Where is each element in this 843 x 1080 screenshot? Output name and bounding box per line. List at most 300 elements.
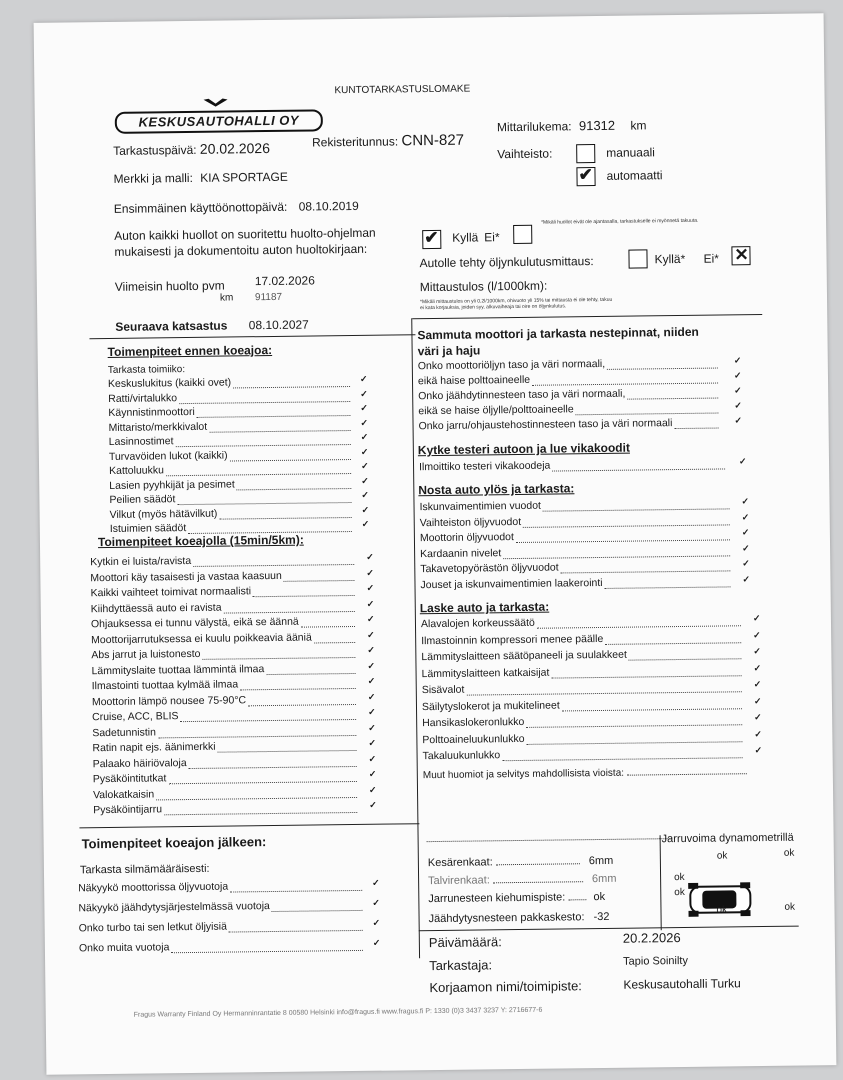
checkmark-icon: ✓ <box>753 695 762 706</box>
left-sec2-item-label: Moottori käy tasaisesti ja vastaa kaasuun <box>90 569 282 584</box>
dyn-extra1: ok <box>674 871 685 884</box>
form-title: KUNTOTARKASTUSLOMAKE <box>334 83 471 97</box>
left-sec2-dotted-line <box>253 595 355 597</box>
gearbox-label: Vaihteisto: <box>497 146 553 162</box>
notes-line <box>627 773 747 775</box>
last-service-km-label: km <box>219 292 234 304</box>
left-sec2-item <box>91 648 200 661</box>
checkmark-icon: ✓ <box>366 551 374 562</box>
left-sec2-item <box>91 631 312 646</box>
right-sec3-item-label: Kardaanin nivelet <box>420 546 502 560</box>
reg-label: Rekisteritunnus: <box>311 134 399 150</box>
first-reg-value: 08.10.2019 <box>298 198 359 214</box>
divider-sign <box>419 926 799 932</box>
left-sec1-item <box>108 420 207 433</box>
oil-note-line2: ei kata korjauksia, joiden syy, alkuvaiheaja tai oire on öljynkulutus. <box>420 303 567 312</box>
left-sec1-item <box>110 522 187 535</box>
oil-note <box>420 297 612 311</box>
oil-test-yes-label: Kyllä* <box>654 251 686 267</box>
right-sec2-item-label: Ilmoittiko testeri vikakoodeja <box>418 459 551 474</box>
left-sec2-item-label: Moottorin lämpö nousee 75-90°C <box>91 693 247 708</box>
checkmark-icon: ✓ <box>360 402 368 413</box>
summer-tyres-value: 6mm <box>588 854 614 868</box>
last-service-km: 91187 <box>254 291 283 304</box>
left-sec1-item-label: Vilkut (myös hätävilkut) <box>109 507 218 521</box>
next-inspection-label: Seuraava katsastus <box>115 318 228 334</box>
checkmark-icon: ✓ <box>752 613 761 624</box>
checkmark-icon: ✓ <box>359 373 368 384</box>
oil-test-yes-checkbox[interactable] <box>628 249 647 268</box>
left-sec1-dotted-line <box>177 502 351 505</box>
dyn-divider <box>660 835 663 930</box>
checkmark-icon: ✓ <box>366 598 375 609</box>
dyn-rl: ok <box>716 904 728 916</box>
checkmark-icon: ✓ <box>367 706 376 717</box>
winter-tyres-row <box>428 873 616 887</box>
checkmark-icon: ✓ <box>368 753 377 764</box>
right-sec4-item-label: Lämmityslaitteen säätöpaneeli ja suulakkeet <box>421 648 627 664</box>
cross-mark-icon: ✕ <box>734 245 749 265</box>
checkmark-icon: ✓ <box>754 712 762 723</box>
checkmark-icon: ✓ <box>754 728 762 739</box>
brake-boil-label: Jarrunesteen kiehumispiste: <box>428 891 566 906</box>
checkmark-icon: ✓ <box>366 613 375 624</box>
left-sec1-item <box>108 376 231 390</box>
logo-text: KESKUSAUTOHALLI OY <box>115 109 323 134</box>
winter-tyres-value: 6mm <box>591 872 617 886</box>
right-sec3-item-label: Moottorin öljyvuodot <box>419 531 514 545</box>
dyn-title: Jarruvoima dynamometrillä <box>661 831 794 846</box>
right-sec2-dotted-line <box>552 468 725 471</box>
left-sec3-item <box>79 921 227 935</box>
checkmark-icon: ✓ <box>360 388 368 399</box>
left-sec2-item <box>91 585 252 599</box>
right-sec4-item <box>423 749 501 762</box>
left-sec2-dotted-line <box>158 734 356 737</box>
service-note: *Mikäli huollot eivät ole ajantasalla, tarkastukselle ei myönnetä takuuta. <box>541 217 699 226</box>
left-sec2-item <box>92 726 156 739</box>
right-sec1-item <box>418 374 530 387</box>
right-sec4-item <box>422 732 524 745</box>
measure-top-line <box>427 838 672 842</box>
first-reg-label: Ensimmäinen käyttöönottopäivä: <box>113 199 288 216</box>
right-sec4-item <box>421 617 535 630</box>
right-sec4-item <box>422 666 550 680</box>
summer-tyres-label: Kesärenkaat: <box>427 856 493 870</box>
left-sec3-item <box>78 881 228 895</box>
right-sec1-dotted-line <box>627 398 718 400</box>
left-sec2-dotted-line <box>169 781 357 784</box>
divider-right-top <box>412 314 762 320</box>
last-service-date: 17.02.2026 <box>254 273 315 289</box>
right-sec3-dotted-line <box>543 508 730 511</box>
left-sec1-dotted-line <box>176 444 351 447</box>
oil-result-label: Mittaustulos (l/1000km): <box>419 278 548 295</box>
shop-label: Korjaamon nimi/toimipiste: <box>429 978 582 996</box>
left-sec3-item-label: Onko turbo tai sen letkut öljyisiä <box>78 920 227 935</box>
make-label: Merkki ja malli: <box>113 170 193 186</box>
checkmark-icon: ✓ <box>753 662 762 673</box>
right-sec3-item-label: Vaihteiston öljyvuodot <box>419 515 522 529</box>
right-sec3-dotted-line <box>516 539 730 543</box>
left-sec2-item-label: Abs jarrut ja luistonesto <box>91 647 201 662</box>
checkmark-icon: ✓ <box>366 582 375 593</box>
left-sec1-item-label: Käynnistinmoottori <box>108 405 195 419</box>
left-sec1-item <box>108 392 177 405</box>
left-sec1-item <box>109 464 164 477</box>
right-sec1-item-label: eikä se haise öljylle/polttoaineelle <box>418 403 574 418</box>
left-sec2-dotted-line <box>202 657 355 660</box>
right-sec4-item-label: Alavalojen korkeussäätö <box>420 616 535 631</box>
left-sec2-item <box>93 772 167 785</box>
left-sec2-item <box>92 694 246 708</box>
left-sec3-dotted-line <box>229 930 363 933</box>
left-sec2-dotted-line <box>283 579 354 581</box>
left-sec2-item-label: Pysäköintijarru <box>93 803 163 817</box>
oil-test-label: Autolle tehty öljynkulutusmittaus: <box>419 254 594 271</box>
left-sec1-item-label: Ratti/virtalukko <box>108 391 178 405</box>
summer-tyres-dots <box>496 863 580 865</box>
antifreeze-value: -32 <box>593 910 610 924</box>
next-inspection-value: 08.10.2027 <box>248 317 309 333</box>
left-sec1-dotted-line <box>220 517 352 520</box>
right-sec4-item <box>422 699 560 713</box>
left-sec1-dotted-line <box>166 473 351 476</box>
checkmark-icon: ✓ <box>734 415 743 426</box>
left-sec2-item <box>91 663 264 677</box>
left-sec1-item <box>110 507 218 520</box>
checkmark-icon: ✓ <box>368 784 377 795</box>
inspector-label: Tarkastaja: <box>429 957 493 974</box>
make-row <box>113 170 287 186</box>
checkmark-icon: ✓ <box>734 385 742 396</box>
oil-test-no-checkbox[interactable] <box>731 246 750 265</box>
left-sec1-item-label: Mittaristo/merkkivalot <box>108 420 208 434</box>
inspection-date-row <box>113 140 270 158</box>
left-sec1-dotted-line <box>179 401 350 404</box>
left-sec1-item <box>108 406 195 419</box>
checkmark-icon: ✓ <box>368 737 377 748</box>
left-sec2-item <box>93 803 162 816</box>
dyn-extra2: ok <box>674 886 685 899</box>
left-sec2-item <box>92 741 215 755</box>
right-sec4-item-label: Ilmastoinnin kompressori menee päälle <box>421 632 604 647</box>
right-sec4-item <box>421 649 627 664</box>
odometer-label: Mittarilukema: <box>496 119 572 135</box>
left-sec2-dotted-line <box>314 641 355 643</box>
left-sec3-item-label: Onko muita vuotoja <box>78 941 170 955</box>
checkmark-icon: ✔ <box>578 165 593 185</box>
left-sec2-item <box>90 569 282 583</box>
left-sec2-item-label: Moottorijarrutuksessa ei kuulu poikkeavia ääniä <box>91 631 312 646</box>
right-sec3-item <box>420 576 602 590</box>
checkmark-icon: ✓ <box>360 431 369 442</box>
checkmark-icon: ✓ <box>367 675 376 686</box>
inspection-date-value: 20.02.2026 <box>199 139 271 157</box>
gearbox-manual-checkbox[interactable] <box>576 144 595 163</box>
left-sec1-item-label: Lasinnostimet <box>108 435 174 448</box>
left-sec2-item <box>90 555 191 568</box>
left-sec1-item <box>109 435 174 448</box>
right-sec3-item <box>420 561 558 575</box>
checkmark-icon: ✓ <box>372 897 380 908</box>
service-question-line1: Auton kaikki huollot on suoritettu huolto-ohjelman <box>114 225 376 243</box>
checkmark-icon: ✔ <box>424 227 439 248</box>
left-sec2-item <box>93 757 187 770</box>
checkmark-icon: ✓ <box>367 660 376 671</box>
left-sec1-item-label: Peilien säädöt <box>109 493 176 506</box>
gearbox-automatic-checkbox[interactable] <box>576 167 595 186</box>
checkmark-icon: ✓ <box>372 877 380 888</box>
checkmark-icon: ✓ <box>360 446 369 457</box>
left-sec2-dotted-line <box>248 703 356 705</box>
right-sec2-title: Kytke testeri autoon ja lue vikakoodit <box>417 440 630 458</box>
checkmark-icon: ✓ <box>369 799 377 810</box>
right-sec3-item-label: Takavetopyörästön öljyvuodot <box>420 561 559 576</box>
left-sec2-item-label: Valokatkaisin <box>92 787 155 801</box>
checkmark-icon: ✓ <box>361 475 369 486</box>
inspector-value: Tapio Soinilty <box>623 954 689 968</box>
right-sec4-item <box>422 684 465 697</box>
left-sec2-title: Toimenpiteet koeajolla (15min/5km): <box>97 532 304 550</box>
checkmark-icon: ✓ <box>738 456 747 467</box>
left-sec1-dotted-line <box>230 459 351 461</box>
left-sec2-item-label: Kytkin ei luista/ravista <box>90 554 192 569</box>
service-yes-label: Kyllä <box>452 230 479 245</box>
right-sec4-dotted-line <box>537 625 741 628</box>
right-sec4-dotted-line <box>562 708 742 711</box>
left-sec3-dotted-line <box>171 950 363 953</box>
left-sec2-item <box>91 601 222 615</box>
left-sec2-item-label: Pysäköintitutkat <box>92 772 167 786</box>
left-sec2-dotted-line <box>189 765 357 768</box>
gearbox-automatic-label: automaatti <box>606 168 663 183</box>
right-sec3-item-label: Jouset ja iskunvaimentimien laakerointi <box>420 576 603 591</box>
right-sec1-item-label: eikä haise polttoaineelle <box>417 373 531 388</box>
right-sec4-item <box>421 632 603 646</box>
checkmark-icon: ✓ <box>367 629 375 640</box>
right-sec3-dotted-line <box>560 570 730 573</box>
left-sec1-dotted-line <box>196 415 350 418</box>
left-sec2-dotted-line <box>156 796 357 799</box>
antifreeze-label: Jäähdytysnesteen pakkaskesto: <box>428 911 585 926</box>
inspection-form-paper <box>34 13 837 1075</box>
right-sec4-dotted-line <box>503 757 743 761</box>
left-sec2-dotted-line <box>218 750 357 753</box>
summer-tyres-row <box>428 855 614 869</box>
left-sec2-dotted-line <box>180 719 356 722</box>
checkmark-icon: ✓ <box>361 504 370 515</box>
winter-tyres-dots <box>493 881 583 883</box>
left-sec1-item-label: Turvavöiden lukot (kaikki) <box>108 449 228 463</box>
left-sec2-item <box>91 616 299 631</box>
reg-row <box>312 132 464 151</box>
right-sec1-dotted-line <box>575 413 718 416</box>
service-no-checkbox[interactable] <box>513 225 532 244</box>
right-sec1-item <box>418 358 605 372</box>
left-sec1-item <box>109 449 228 462</box>
left-sec3-subtitle: Tarkasta silmämääräisesti: <box>79 862 210 877</box>
left-sec2-item-label: Ratin napit ejs. äänimerkki <box>92 740 216 755</box>
checkmark-icon: ✓ <box>754 745 763 756</box>
right-sec3-item <box>420 547 501 560</box>
checkmark-icon: ✓ <box>361 518 370 529</box>
dyn-fr: ok <box>783 847 795 859</box>
shop-value: Keskusautohalli Turku <box>623 976 741 992</box>
left-sec1-title: Toimenpiteet ennen koeajoa: <box>107 342 273 359</box>
checkmark-icon: ✓ <box>361 489 370 500</box>
left-sec1-item-label: Lasien pyyhkijät ja pesimet <box>109 477 235 492</box>
left-sec1-dotted-line <box>236 488 351 490</box>
footer-text: Fragus Warranty Finland Oy Hermanninrantatie 8 00580 Helsinki info@fragus.fi www.fragus.fi P: 1330 (0)3 3437 3237 Y: 2716677-6 <box>133 1006 543 1019</box>
right-sec4-item-label: Sisävalot <box>421 683 465 697</box>
checkmark-icon: ✓ <box>367 644 375 655</box>
right-sec1-dotted-line <box>532 383 718 386</box>
left-sec3-item <box>78 900 270 914</box>
left-sec3-dotted-line <box>230 890 362 893</box>
checkmark-icon: ✓ <box>368 768 377 779</box>
dyn-rr: ok <box>784 901 796 913</box>
checkmark-icon: ✓ <box>753 646 761 657</box>
first-reg-row <box>114 199 359 216</box>
left-sec2-item-label: Cruise, ACC, BLIS <box>92 710 179 724</box>
right-sec4-dotted-line <box>526 724 742 728</box>
right-sec3-item <box>419 500 541 513</box>
service-question-line2: mukaisesti ja dokumentoitu auton huoltokirjaan: <box>114 241 368 259</box>
left-sec1-item <box>109 478 235 492</box>
right-sec3-title: Nosta auto ylös ja tarkasta: <box>418 481 575 498</box>
left-sec1-subtitle: Tarkasta toimiiko: <box>107 364 186 376</box>
right-sec1-item <box>418 403 573 417</box>
make-value: KIA SPORTAGE <box>200 169 288 185</box>
right-sec1-dotted-line <box>675 428 719 430</box>
left-sec1-item-label: Istuimien säädöt <box>109 522 187 535</box>
odometer-unit: km <box>630 118 647 133</box>
left-sec2-item <box>93 788 154 801</box>
left-sec1-dotted-line <box>233 386 350 388</box>
right-sec3-item-label: Iskunvaimentimien vuodot <box>419 499 542 514</box>
company-logo <box>115 95 323 132</box>
checkmark-icon: ✓ <box>733 355 742 366</box>
right-sec3-item <box>420 515 522 528</box>
checkmark-icon: ✓ <box>741 511 750 522</box>
dyn-fl: ok <box>716 850 728 862</box>
oil-note-line1: *Mikäli mittaustulos on yli 0,2l/1000km, ohivuoto yli 15% tai mittausta ei ole tehty, takuu <box>420 296 613 306</box>
reg-value: CNN-827 <box>401 131 465 150</box>
right-sec4-item <box>422 716 524 729</box>
left-sec3-dotted-line <box>271 910 362 912</box>
left-sec1-item <box>109 493 175 506</box>
logo-wing-icon <box>203 96 229 110</box>
right-sec4-dotted-line <box>605 642 741 645</box>
checkmark-icon: ✓ <box>733 370 742 381</box>
left-sec3-item <box>79 941 170 954</box>
left-sec2-item <box>92 710 179 723</box>
checkmark-icon: ✓ <box>372 917 381 928</box>
right-sec1-title-line2: väri ja haju <box>417 343 481 359</box>
checkmark-icon: ✓ <box>741 527 750 538</box>
checkmark-icon: ✓ <box>741 496 750 507</box>
left-sec2-dotted-line <box>267 672 356 674</box>
right-sec4-title: Laske auto ja tarkasta: <box>419 599 550 616</box>
left-sec1-item-label: Keskuslukitus (kaikki ovet) <box>107 376 232 390</box>
divider-left-bottom <box>79 823 419 829</box>
service-yes-checkbox[interactable] <box>422 227 441 249</box>
left-sec3-item-label: Näkyykö moottorissa öljyvuotoja <box>78 880 229 895</box>
right-sec4-dotted-line <box>526 741 742 745</box>
notes-label-text: Muut huomiot ja selvitys mahdollisista vioista: <box>422 767 625 782</box>
antifreeze-row <box>429 911 610 925</box>
winter-tyres-label: Talvirenkaat: <box>428 874 490 888</box>
gearbox-manual-label: manuaali <box>606 145 656 160</box>
left-sec2-item-label: Lämmityslaite tuottaa lämmintä ilmaa <box>91 662 265 677</box>
checkmark-icon: ✓ <box>734 400 742 411</box>
left-sec2-item-label: Sadetunnistin <box>92 725 156 739</box>
checkmark-icon: ✓ <box>753 679 762 690</box>
right-sec1-item-label: Onko moottoriöljyn taso ja väri normaali, <box>417 357 606 373</box>
inspection-date-label: Tarkastuspäivä: <box>113 142 197 158</box>
right-sec1-item <box>418 417 672 432</box>
odometer-value: 91312 <box>578 117 616 134</box>
right-sec3-item <box>420 531 514 544</box>
right-sec4-dotted-line <box>628 658 741 660</box>
right-sec3-dotted-line <box>523 524 730 528</box>
date-value: 20.2.2026 <box>622 930 681 946</box>
right-sec1-title <box>417 324 699 359</box>
notes-label <box>423 766 747 781</box>
left-sec2-item-label: Ilmastointi tuottaa kylmää ilmaa <box>91 678 239 693</box>
right-sec4-item-label: Takaluukunlukko <box>422 749 501 763</box>
left-sec2-dotted-line <box>301 626 355 628</box>
left-sec3-item-label: Näkyykö jäähdytysjärjestelmässä vuotoja <box>78 900 270 915</box>
right-sec4-item-label: Lämmityslaitteen katkaisijat <box>421 666 550 680</box>
checkmark-icon: ✓ <box>366 567 374 578</box>
checkmark-icon: ✓ <box>360 460 369 471</box>
right-sec4-item-label: Hansikaslokeronlukko <box>422 715 525 730</box>
right-sec4-item-label: Säilytyslokerot ja mukitelineet <box>421 698 560 713</box>
left-sec2-dotted-line <box>164 812 357 815</box>
divider-left-top <box>89 334 415 339</box>
checkmark-icon: ✓ <box>742 542 750 553</box>
checkmark-icon: ✓ <box>753 629 761 640</box>
right-sec4-dotted-line <box>552 675 742 678</box>
right-sec3-dotted-line <box>503 555 730 559</box>
checkmark-icon: ✓ <box>742 573 751 584</box>
checkmark-icon: ✓ <box>372 937 381 948</box>
left-sec2-dotted-line <box>224 610 355 613</box>
brake-boil-row <box>428 891 605 905</box>
date-label: Päivämäärä: <box>428 934 502 951</box>
left-sec1-dotted-line <box>210 430 351 433</box>
right-sec1-dotted-line <box>607 368 718 370</box>
next-inspection-row <box>115 318 309 334</box>
brake-boil-dots <box>568 899 586 900</box>
right-sec4-dotted-line <box>467 691 742 695</box>
checkmark-icon: ✓ <box>360 417 369 428</box>
oil-test-no-label: Ei* <box>703 251 719 266</box>
right-sec1-item-label: Onko jäähdytinnesteen taso ja väri normaali, <box>418 387 626 403</box>
right-sec1-title-line1: Sammuta moottori ja tarkasta nestepinnat, niiden <box>417 324 699 343</box>
right-sec4-item-label: Polttoaineluukunlukko <box>422 732 525 746</box>
left-sec2-item-label: Kiihdyttäessä auto ei ravista <box>90 601 222 615</box>
right-sec1-item-label: Onko jarru/ohjaustehostinnesteen taso ja väri normaali <box>418 417 673 433</box>
left-sec2-item <box>92 678 239 692</box>
service-question <box>114 225 376 260</box>
left-sec2-dotted-line <box>193 564 354 567</box>
checkmark-icon: ✓ <box>367 691 376 702</box>
right-sec1-item <box>418 388 625 403</box>
brake-boil-value: ok <box>593 890 606 904</box>
